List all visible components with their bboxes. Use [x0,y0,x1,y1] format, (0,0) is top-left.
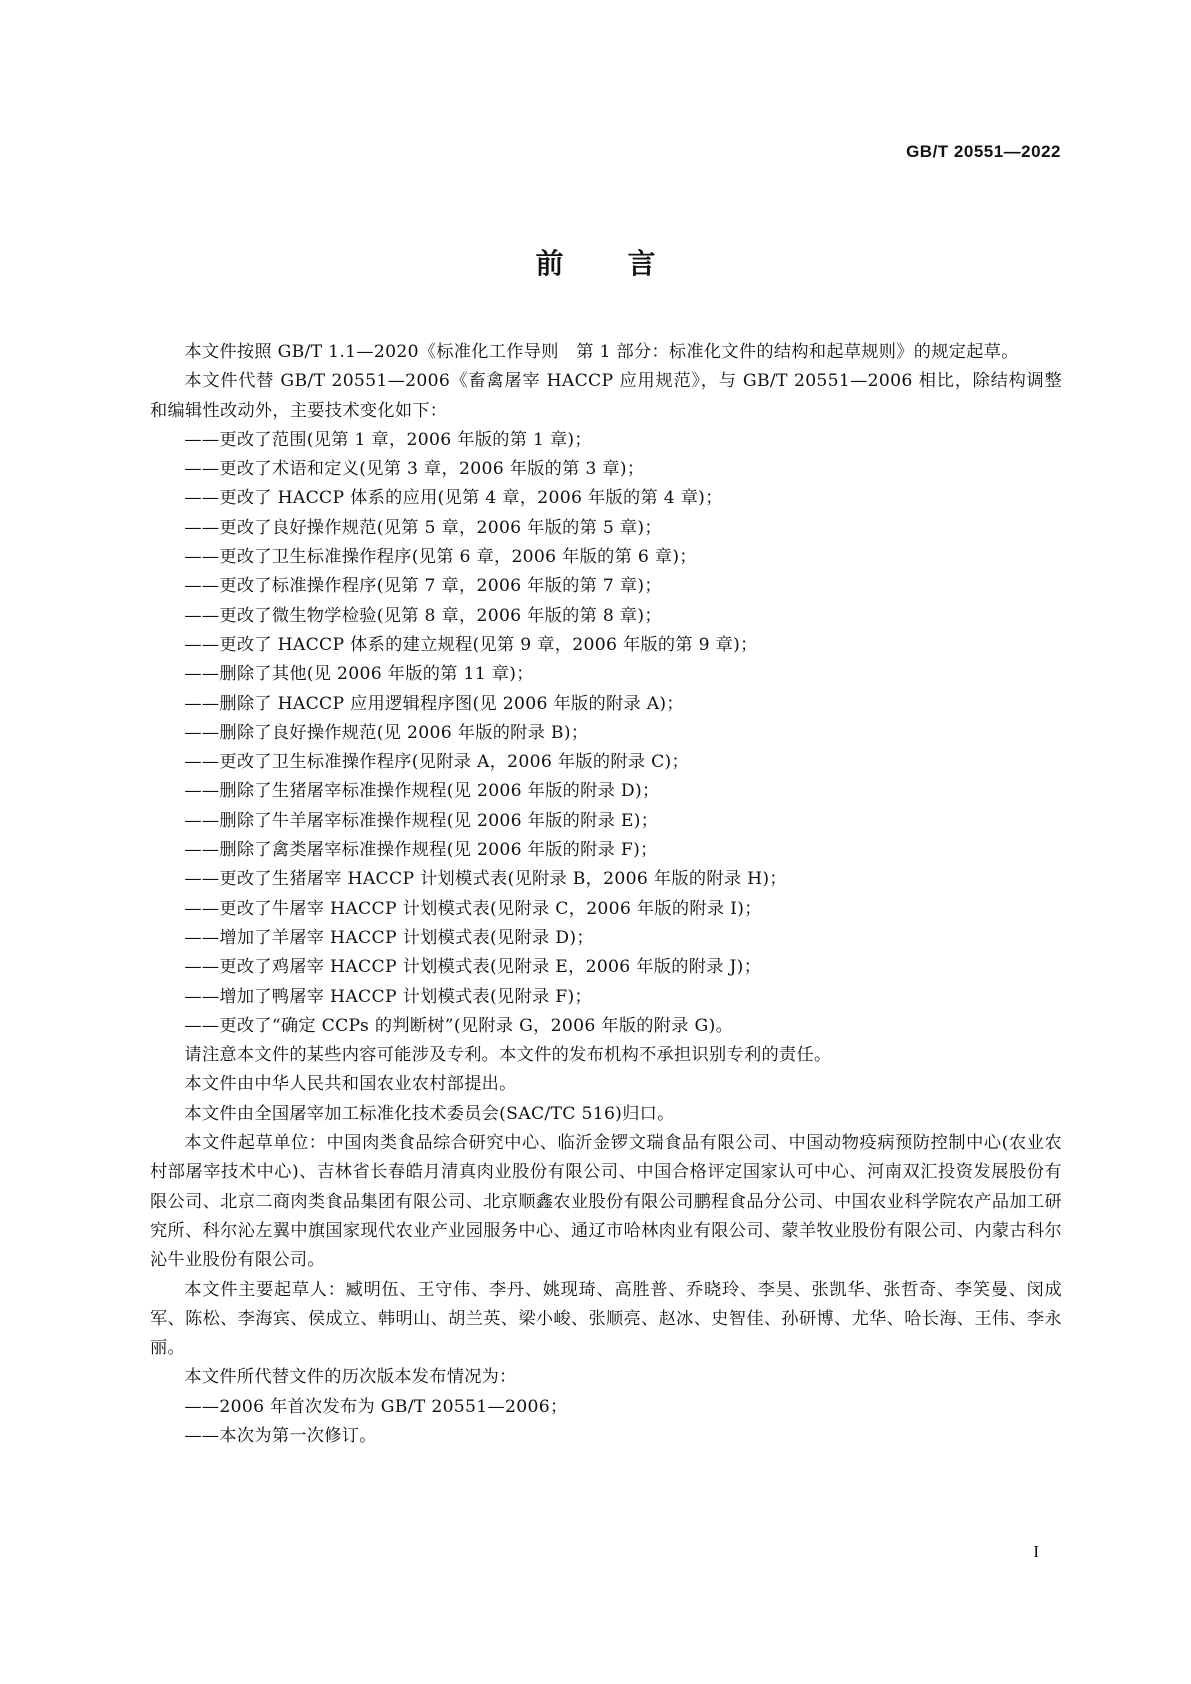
list-item: ——更改了“确定 CCPs 的判断树”(见附录 G，2006 年版的附录 G)。 [184,1015,734,1036]
list-item: ——更改了术语和定义(见第 3 章，2006 年版的第 3 章)； [184,459,645,480]
list-item: ——2006 年首次发布为 GB/T 20551—2006； [184,1396,568,1417]
list-item: ——删除了良好操作规范(见 2006 年版的附录 B)； [184,722,589,743]
standard-code: GB/T 20551—2022 [906,142,1061,161]
list-item: ——更改了 HACCP 体系的建立规程(见第 9 章，2006 年版的第 9 章)； [184,634,758,655]
list-item: ——本次为第一次修订。 [184,1425,377,1446]
list-item: ——更改了卫生标准操作程序(见附录 A，2006 年版的附录 C)； [184,752,690,773]
paragraph-drafting-rules: 本文件按照 GB/T 1.1—2020《标准化工作导则 第 1 部分：标准化文件的结构和起草规则》的规定起草。 [184,342,1019,362]
list-item: ——更改了范围(见第 1 章，2006 年版的第 1 章)； [184,429,592,450]
page-title: 前言 [535,247,720,280]
list-item: ——删除了其他(见 2006 年版的第 11 章)； [184,664,534,685]
page-number: I [1033,1542,1039,1561]
list-item: ——删除了牛羊屠宰标准操作规程(见 2006 年版的附录 E)； [184,810,659,831]
paragraph-administrator: 本文件由全国屠宰加工标准化技术委员会(SAC/TC 516)归口。 [184,1103,675,1124]
list-item: ——更改了卫生标准操作程序(见第 6 章，2006 年版的第 6 章)； [184,547,697,568]
paragraph-proposer: 本文件由中华人民共和国农业农村部提出。 [184,1074,517,1095]
list-item: ——更改了 HACCP 体系的应用(见第 4 章，2006 年版的第 4 章)； [184,488,723,509]
list-item: ——删除了 HACCP 应用逻辑程序图(见 2006 年版的附录 A)； [184,693,684,714]
list-item: ——更改了标准操作程序(见第 7 章，2006 年版的第 7 章)； [184,576,662,597]
paragraph-drafters: 本文件主要起草人：臧明伍、王守伟、李丹、姚现琦、高胜普、乔晓玲、李昊、张凯华、张哲奇、李笑曼、闵成军、陈松、李海宾、侯成立、韩明山、胡兰英、梁小峻、张顺亮、赵冰、史智佳、孙研博、尤华、哈长海、王伟、李永丽。 [150,1279,1062,1359]
paragraph-patent-notice: 请注意本文件的某些内容可能涉及专利。本文件的发布机构不承担识别专利的责任。 [184,1045,832,1066]
foreword-body [150,338,1062,1451]
paragraph-replacement: 本文件代替 GB/T 20551—2006《畜禽屠宰 HACCP 应用规范》，与 GB/T 20551—2006 相比，除结构调整和编辑性改动外，主要技术变化如下： [150,371,1062,421]
list-item: ——更改了牛屠宰 HACCP 计划模式表(见附录 C，2006 年版的附录 I)； [184,898,762,919]
paragraph-drafting-units: 本文件起草单位：中国肉类食品综合研究中心、临沂金锣文瑞食品有限公司、中国动物疫病预防控制中心(农业农村部屠宰技术中心)、吉林省长春皓月清真肉业股份有限公司、中国合格评定国家认可中心、河南双汇投资发展股份有限公司、北京二商肉类食品集团有限公司、北京顺鑫农业股份有限公司鹏程食品分公司、中国农业科学院农产品加工研究所、科尔沁左翼中旗国家现代农业产业园服务中心、通辽市哈林肉业有限公司、蒙羊牧业股份有限公司、内蒙古科尔沁牛业股份有限公司。 [150,1133,1062,1271]
list-item: ——更改了生猪屠宰 HACCP 计划模式表(见附录 B，2006 年版的附录 H)； [184,869,787,890]
list-item: ——更改了鸡屠宰 HACCP 计划模式表(见附录 E，2006 年版的附录 J)； [184,957,762,978]
list-item: ——删除了禽类屠宰标准操作规程(见 2006 年版的附录 F)； [184,840,658,861]
list-item: ——删除了生猪屠宰标准操作规程(见 2006 年版的附录 D)； [184,781,660,802]
list-item: ——增加了羊屠宰 HACCP 计划模式表(见附录 D)； [184,927,594,948]
list-item: ——更改了良好操作规范(见第 5 章，2006 年版的第 5 章)； [184,517,662,538]
paragraph-history-intro: 本文件所代替文件的历次版本发布情况为： [184,1367,517,1388]
list-item: ——更改了微生物学检验(见第 8 章，2006 年版的第 8 章)； [184,605,662,626]
list-item: ——增加了鸭屠宰 HACCP 计划模式表(见附录 F)； [184,986,592,1007]
